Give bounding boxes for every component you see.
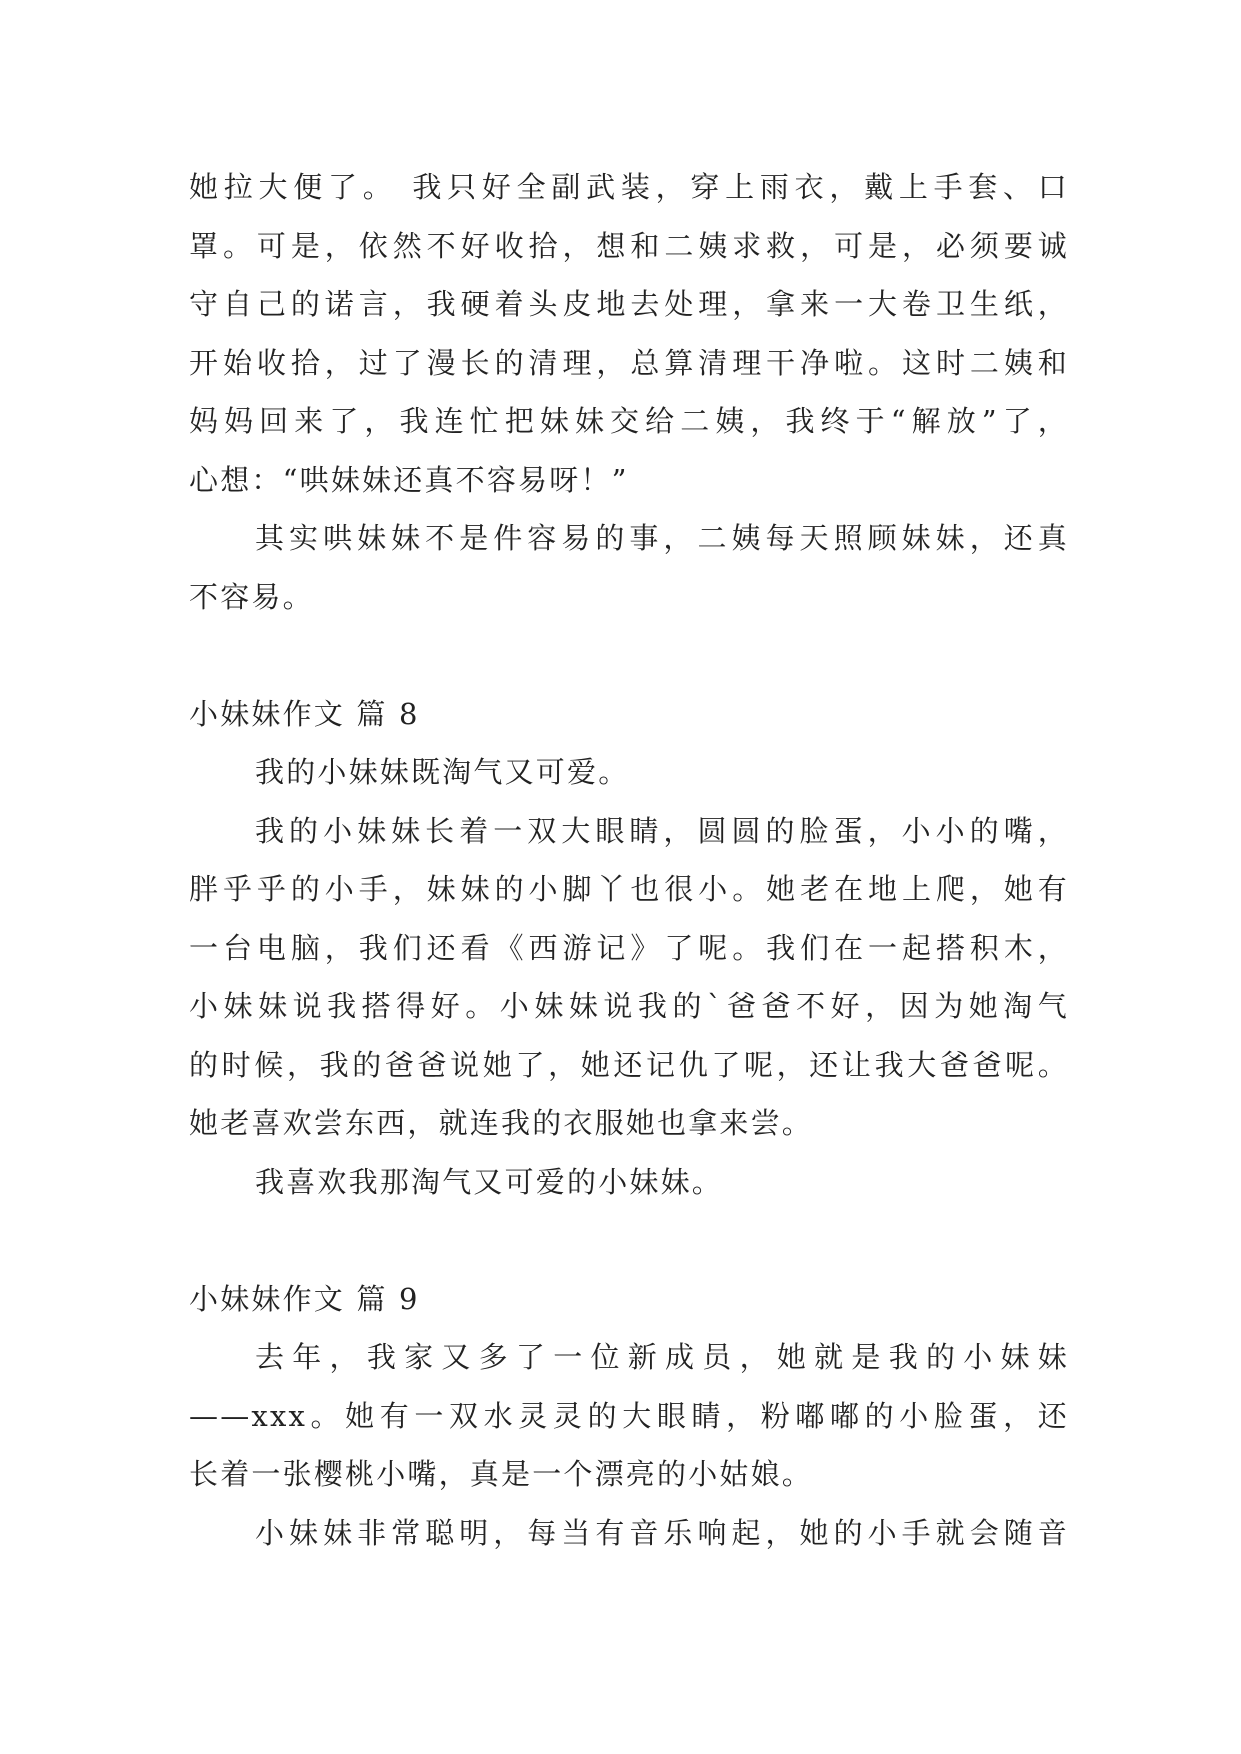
- section-heading-9: 小妹妹作文 篇 9: [189, 1281, 420, 1316]
- text-line: 妈妈回来了，我连忙把妹妹交给二姨，我终于“解放”了，: [189, 404, 1069, 438]
- section-heading-8: 小妹妹作文 篇 8: [189, 696, 420, 731]
- paragraph-gap: [189, 626, 1069, 685]
- text-line: 我的小妹妹长着一双大眼睛，圆圆的脸蛋，小小的嘴，: [255, 813, 1069, 848]
- text-line: 的时候，我的爸爸说她了，她还记仇了呢，还让我大爸爸呢。: [189, 1047, 1069, 1082]
- text-line: 我的小妹妹既淘气又可爱。: [255, 755, 630, 789]
- text-line: 小妹妹说我搭得好。小妹妹说我的`爸爸不好，因为她淘气: [189, 989, 1069, 1023]
- text-line: 心想：“哄妹妹还真不容易呀！”: [189, 462, 629, 497]
- text-line: 守自己的诺言，我硬着头皮地去处理，拿来一大卷卫生纸，: [189, 287, 1069, 321]
- text-line: 长着一张樱桃小嘴，真是一个漂亮的小姑娘。: [189, 1457, 814, 1491]
- text-line: 我喜欢我那淘气又可爱的小妹妹。: [255, 1164, 724, 1199]
- text-line: 开始收拾，过了漫长的清理，总算清理干净啦。这时二姨和: [189, 345, 1069, 380]
- text-line: 去年，我家又多了一位新成员，她就是我的小妹妹: [255, 1340, 1069, 1374]
- text-line: 罩。可是，依然不好收拾，想和二姨求救，可是，必须要诚: [189, 228, 1069, 263]
- paragraph-gap: [189, 1211, 1069, 1270]
- text-line: ——xxx。她有一双水灵灵的大眼睛，粉嘟嘟的小脸蛋，还: [189, 1398, 1069, 1433]
- text-line: 胖乎乎的小手，妹妹的小脚丫也很小。她老在地上爬，她有: [189, 872, 1069, 906]
- text-line: 小妹妹非常聪明，每当有音乐响起，她的小手就会随音: [255, 1515, 1069, 1550]
- text-line: 她老喜欢尝东西，就连我的衣服她也拿来尝。: [189, 1106, 814, 1140]
- text-line: 一台电脑，我们还看《西游记》了呢。我们在一起搭积木，: [189, 930, 1069, 965]
- document-body: [189, 158, 1069, 1562]
- text-line: 她拉大便了。 我只好全副武装，穿上雨衣，戴上手套、口: [189, 170, 1069, 204]
- text-line: 不容易。: [189, 579, 314, 614]
- text-line: 其实哄妹妹不是件容易的事，二姨每天照顾妹妹，还真: [255, 521, 1069, 555]
